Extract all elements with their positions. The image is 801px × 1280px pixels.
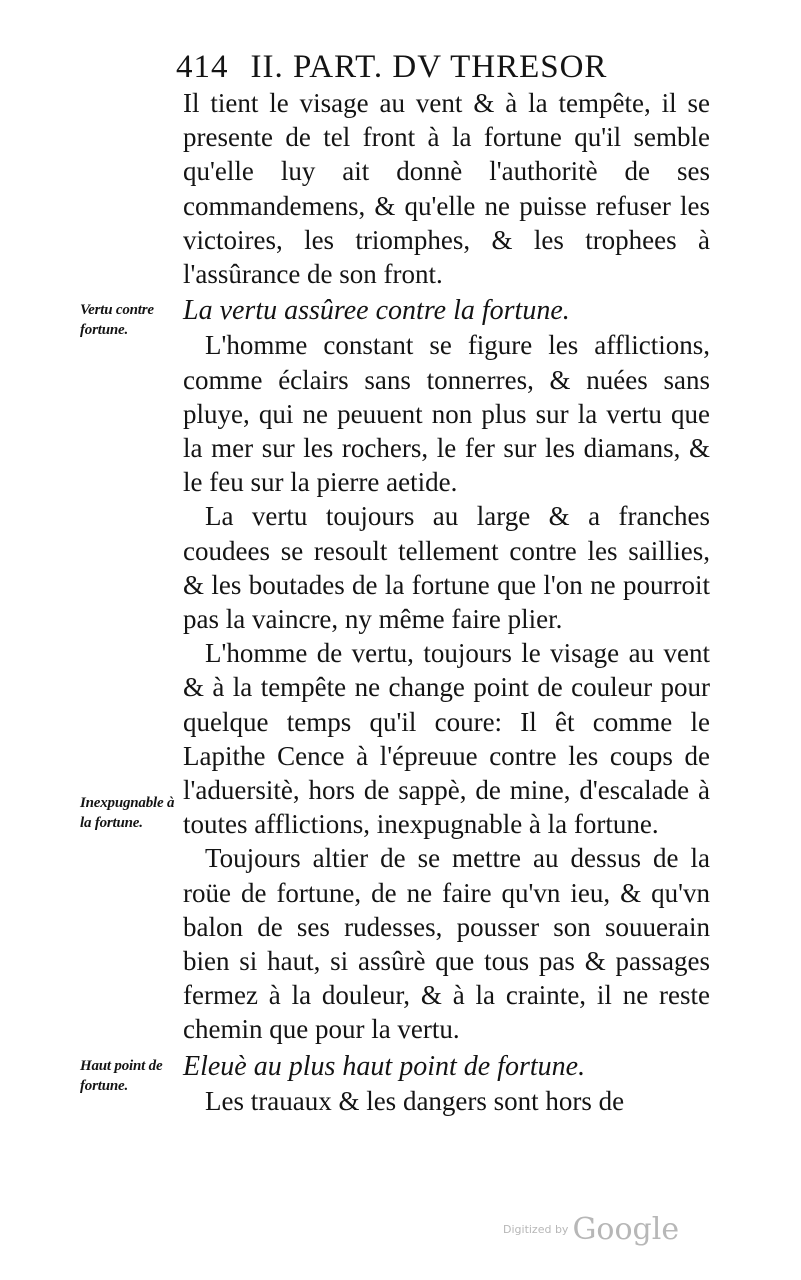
paragraph-5: Toujours altier de se mettre au dessus de la roüe de fortune, de ne faire qu'vn ieu, & qu'vn balon de ses rudesses, pousser son souuerain bien si haut, si assûrè que tous pas & passages fermez à la douleur, & à la crainte, il ne reste chemin que pour la vertu. [183,843,710,1045]
section-heading-1: La vertu assûree contre la fortune. [183,295,570,327]
margin-note-inexpugnable: Inexpugnable à la fortune. [80,795,175,831]
paragraph-2: L'homme constant se figure les afflictions, comme éclairs sans tonnerres, & nuées sans pluye, qui ne peuuent non plus sur la vertu que la mer sur les rochers, le fer sur les diamans, & le feu sur la pierre aetide. [183,330,710,498]
running-title: II. PART. DV THRESOR [250,49,608,85]
watermark-caption: Digitized by [503,1223,569,1236]
margin-note-haut-point: Haut point de fortune. [80,1058,163,1094]
paragraph-3: La vertu toujours au large & a franches coudees se resoult tellement contre les saillies, & les boutades de la fortune que l'on ne pourroit pas la vaincre, ny même faire plier. [183,501,710,635]
section-heading-2: Eleuè au plus haut point de fortune. [183,1050,586,1082]
paragraph-4: L'homme de vertu, toujours le visage au vent & à la tempête ne change point de couleur pour quelque temps qu'il coure: Il êt comme le Lapithe Cence à l'épreuue contre les coups de l'aduersitè, hors de sappè, de mine, d'escalade à toutes afflictions, inexpugnable à la fortune. [183,638,710,840]
running-header [176,46,716,88]
google-logo: Google [572,1212,680,1247]
digitization-watermark [503,1212,679,1247]
paragraph-1: Il tient le visage au vent & à la tempête, il se presente de tel front à la fortune qu'il semble qu'elle luy ait donnè l'authoritè de ses commandemens, & qu'elle ne puisse refuser les victoires, les triomphes, & les trophees à l'assûrance de son front. [183,88,710,290]
page-number: 414 [176,49,229,85]
main-text [183,86,710,1118]
margin-note-vertu: Vertu contre fortune. [80,302,154,338]
paragraph-6: Les trauaux & les dangers sont hors de [205,1085,625,1116]
